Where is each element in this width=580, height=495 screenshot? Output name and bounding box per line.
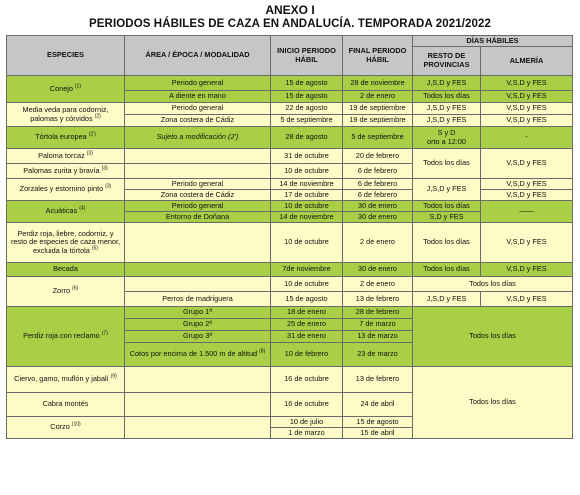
end-cell: 19 de septiembre: [343, 115, 413, 127]
table-row: [7, 223, 573, 263]
area-cell: Grupo 1ª: [125, 307, 271, 319]
rest-days-cell: Todos los días: [413, 223, 481, 263]
start-cell: 22 de agosto: [271, 103, 343, 115]
rest-days-cell: J,S,D y FES: [413, 115, 481, 127]
end-cell: 13 de marzo: [343, 331, 413, 343]
end-cell: 5 de septiembre: [343, 127, 413, 149]
end-cell: 30 de enero: [343, 212, 413, 223]
almeria-days-cell: V,S,D y FES: [481, 91, 573, 103]
species-cell: Perdiz roja, liebre, codorniz, y resto de especies de caza menor, excluida la tórtola $^{(5)}$: [7, 223, 125, 263]
rest-days-cell: J,S,D y FES: [413, 76, 481, 91]
area-cell: Sujeto a modificación (2'): [125, 127, 271, 149]
species-cell: Zorzales y estornino pinto $^{(3)}$: [7, 179, 125, 201]
table-row: [7, 76, 573, 91]
start-cell: 16 de octubre: [271, 367, 343, 393]
start-cell: 10 de octubre: [271, 223, 343, 263]
rest-days-cell: J,S,D y FES: [413, 179, 481, 201]
start-cell: 18 de enero: [271, 307, 343, 319]
start-cell: 10 de octubre: [271, 201, 343, 212]
end-cell: 13 de febrero: [343, 292, 413, 307]
start-cell: 5 de septiembre: [271, 115, 343, 127]
header-species: ESPECIES: [7, 36, 125, 76]
table-row: [7, 179, 573, 190]
species-cell: Acuáticas $^{(4)}$: [7, 201, 125, 223]
end-cell: 28 de febrero: [343, 307, 413, 319]
start-cell: 25 de enero: [271, 319, 343, 331]
area-cell: Zona costera de Cádiz: [125, 190, 271, 201]
end-cell: 2 de enero: [343, 277, 413, 292]
header-days: DÍAS HÁBILES: [413, 36, 573, 47]
rest-days-cell: S y D orto a 12:00: [413, 127, 481, 149]
days-cell: Todos los días: [413, 307, 573, 367]
page-title: PERIODOS HÁBILES DE CAZA EN ANDALUCÍA. TEMPORADA 2021/2022: [89, 18, 491, 30]
header-almeria: ALMERÍA: [481, 47, 573, 76]
species-cell: Perdiz roja con reclamo $^{(7)}$: [7, 307, 125, 367]
species-cell: Becada: [7, 263, 125, 277]
end-cell: 2 de enero: [343, 223, 413, 263]
area-cell: Periodo general: [125, 201, 271, 212]
end-cell: 7 de marzo: [343, 319, 413, 331]
area-cell: Grupo 3ª: [125, 331, 271, 343]
table-row: [7, 149, 573, 164]
end-cell: 30 de enero: [343, 201, 413, 212]
almeria-days-cell: V,S,D y FES: [481, 149, 573, 179]
species-cell: Conejo $^{(1)}$: [7, 76, 125, 103]
area-cell: Zona costera de Cádiz: [125, 115, 271, 127]
start-cell: 7de noviembre: [271, 263, 343, 277]
rest-days-cell: S,D y FES: [413, 212, 481, 223]
rest-days-cell: J,S,D y FES: [413, 292, 481, 307]
area-cell: Periodo general: [125, 179, 271, 190]
rest-days-cell: Todos los días: [413, 149, 481, 179]
table-row: [7, 103, 573, 115]
species-cell: Tórtola europea $^{(2')}$: [7, 127, 125, 149]
end-cell: 24 de abril: [343, 393, 413, 417]
species-cell: Corzo $^{(10)}$: [7, 417, 125, 439]
rest-days-cell: J,S,D y FES: [413, 103, 481, 115]
start-cell: 10 de octubre: [271, 277, 343, 292]
start-cell: 17 de octubre: [271, 190, 343, 201]
area-cell: Cotos por encima de 1.500 m de altitud $^{(8)}$: [125, 343, 271, 367]
area-cell: [125, 164, 271, 179]
end-cell: 6 de febrero: [343, 164, 413, 179]
almeria-days-cell: V,S,D y FES: [481, 263, 573, 277]
almeria-days-cell: V,S,D y FES: [481, 76, 573, 91]
area-cell: Entorno de Doñana: [125, 212, 271, 223]
start-cell: 10 de octubre: [271, 164, 343, 179]
species-cell: Ciervo, gamo, muflón y jabalí $^{(9)}$: [7, 367, 125, 393]
almeria-days-cell: V,S,D y FES: [481, 292, 573, 307]
days-cell: Todos los días: [413, 367, 573, 439]
rest-days-cell: Todos los días: [413, 201, 481, 212]
table-row: [7, 127, 573, 149]
start-cell: 14 de noviembre: [271, 212, 343, 223]
end-cell: 28 de noviembre: [343, 76, 413, 91]
start-cell: 1 de marzo: [271, 428, 343, 439]
end-cell: 6 de febrero: [343, 179, 413, 190]
table-row: [7, 201, 573, 212]
area-cell: [125, 149, 271, 164]
start-cell: 15 de agosto: [271, 91, 343, 103]
almeria-days-cell: V,S,D y FES: [481, 179, 573, 190]
area-cell: Periodo general: [125, 103, 271, 115]
start-cell: 31 de enero: [271, 331, 343, 343]
rest-days-cell: Todos los días: [413, 263, 481, 277]
end-cell: 6 de febrero: [343, 190, 413, 201]
area-cell: [125, 417, 271, 439]
header-start: INICIO PERIODO HÁBIL: [271, 36, 343, 76]
area-cell: [125, 223, 271, 263]
start-cell: 10 de julio: [271, 417, 343, 428]
start-cell: 15 de agosto: [271, 76, 343, 91]
rest-days-cell: Todos los días: [413, 91, 481, 103]
almeria-days-cell: V,S,D y FES: [481, 190, 573, 201]
almeria-days-cell: V,S,D y FES: [481, 115, 573, 127]
table-row: [7, 367, 573, 393]
area-cell: [125, 393, 271, 417]
annex-title: ANEXO I: [265, 3, 315, 17]
species-cell: Zorro $^{(6)}$: [7, 277, 125, 307]
species-cell: Cabra montés: [7, 393, 125, 417]
start-cell: 28 de agosto: [271, 127, 343, 149]
end-cell: 30 de enero: [343, 263, 413, 277]
almeria-days-cell: V,S,D y FES: [481, 103, 573, 115]
start-cell: 16 de octubre: [271, 393, 343, 417]
end-cell: 15 de agosto: [343, 417, 413, 428]
end-cell: 15 de abril: [343, 428, 413, 439]
header-area: ÁREA / ÉPOCA / MODALIDAD: [125, 36, 271, 76]
almeria-days-cell: -: [481, 127, 573, 149]
area-cell: [125, 367, 271, 393]
almeria-days-cell: ——: [481, 201, 573, 223]
hunting-periods-table: [6, 35, 573, 439]
start-cell: 14 de noviembre: [271, 179, 343, 190]
start-cell: 31 de octubre: [271, 149, 343, 164]
area-cell: A diente en mano: [125, 91, 271, 103]
days-cell: Todos los días: [413, 277, 573, 292]
end-cell: 23 de marzo: [343, 343, 413, 367]
area-cell: Grupo 2ª: [125, 319, 271, 331]
area-cell: Periodo general: [125, 76, 271, 91]
table-row: [7, 277, 573, 292]
end-cell: 20 de febrero: [343, 149, 413, 164]
header-end: FINAL PERIODO HÁBIL: [343, 36, 413, 76]
area-cell: [125, 263, 271, 277]
species-cell: Media veda para codorniz, palomas y córvidos $^{(2)}$: [7, 103, 125, 127]
table-row: [7, 263, 573, 277]
start-cell: 15 de agosto: [271, 292, 343, 307]
table-row: [7, 307, 573, 319]
area-cell: [125, 277, 271, 292]
end-cell: 19 de septiembre: [343, 103, 413, 115]
start-cell: 10 de febrero: [271, 343, 343, 367]
almeria-days-cell: V,S,D y FES: [481, 223, 573, 263]
species-cell: Paloma torcaz $^{(3)}$: [7, 149, 125, 164]
end-cell: 13 de febrero: [343, 367, 413, 393]
species-cell: Palomas zurita y bravía $^{(3)}$: [7, 164, 125, 179]
end-cell: 2 de enero: [343, 91, 413, 103]
area-cell: Perros de madriguera: [125, 292, 271, 307]
header-rest-provinces: RESTO DE PROVINCIAS: [413, 47, 481, 76]
